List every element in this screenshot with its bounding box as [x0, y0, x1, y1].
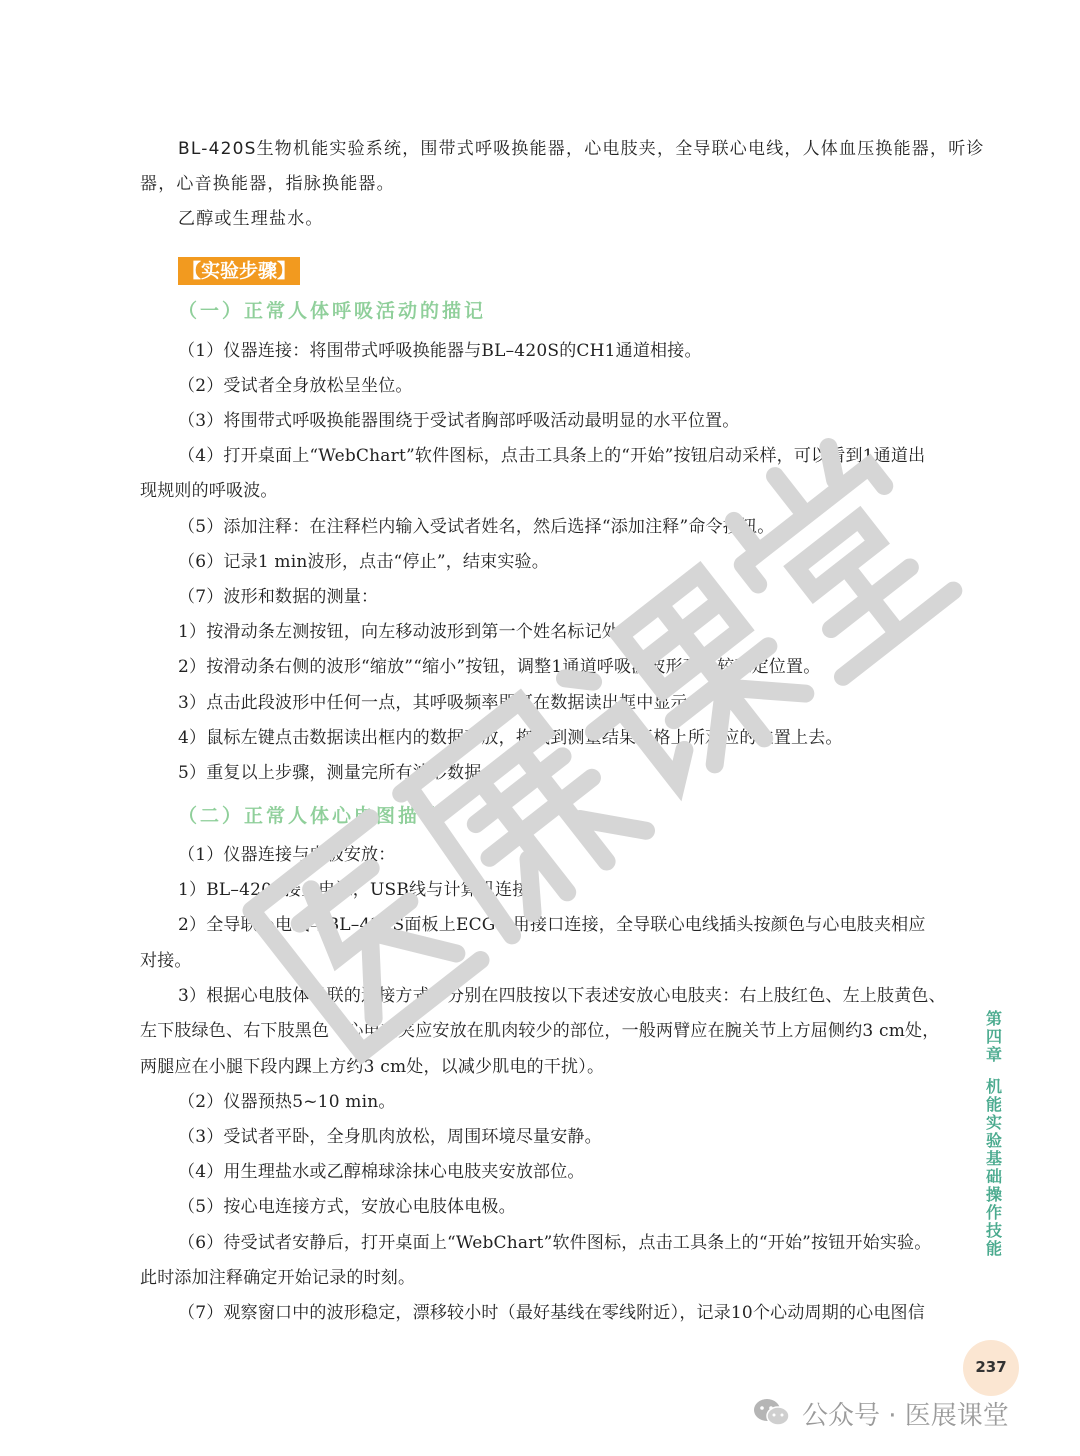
section-2-line: （4）用生理盐水或乙醇棉球涂抹心电肢夹安放部位。: [178, 1162, 585, 1182]
section-1-line: 4）鼠标左键点击数据读出框内的数据不放，拖拽到测量结果表格上所对应的位置上去。: [178, 728, 843, 748]
wechat-account-footer: [752, 1393, 1009, 1433]
section-2-line: （3）受试者平卧，全身肌肉放松，周围环境尽量安静。: [178, 1127, 602, 1147]
page-number: 237: [975, 1358, 1007, 1376]
section-2-line: （7）观察窗口中的波形稳定，漂移较小时（最好基线在零线附近），记录10个心动周期的心电图信: [178, 1303, 925, 1323]
wechat-icon: [752, 1397, 792, 1429]
intro-line-1: BL-420S生物机能实验系统，围带式呼吸换能器，心电肢夹，全导联心电线，人体血压换能器，听诊: [178, 139, 985, 159]
section-2-line: 两腿应在小腿下段内踝上方约3 cm处，以减少肌电的干扰）。: [140, 1057, 605, 1077]
steps-heading-badge: 【实验步骤】: [178, 257, 300, 285]
section-1-line: 3）点击此段波形中任何一点，其呼吸频率即可在数据读出框中显示。: [178, 693, 706, 713]
section-2-line: 3）根据心电肢体导联的连接方式，分别在四肢按以下表述安放心电肢夹：右上肢红色、左上肢黄色、: [178, 986, 946, 1006]
section-2-line: 此时添加注释确定开始记录的时刻。: [140, 1268, 416, 1288]
section-2-line: 对接。: [140, 951, 192, 971]
section-2-line: （2）仪器预热5~10 min。: [178, 1092, 396, 1112]
section-1-title: （一）正常人体呼吸活动的描记: [178, 300, 487, 322]
section-1-line: （7）波形和数据的测量：: [178, 587, 379, 607]
chapter-title: 机 能 实 验 基 础 操 作 技 能: [985, 1077, 1002, 1258]
section-1-line: （3）将围带式呼吸换能器围绕于受试者胸部呼吸活动最明显的水平位置。: [178, 411, 740, 431]
chapter-side-tab: [982, 1010, 1006, 1258]
section-1-line: 现规则的呼吸波。: [140, 481, 278, 501]
section-1-line: 2）按滑动条右侧的波形“缩放”“缩小”按钮，调整1通道呼吸波波形到比较稳定位置。: [178, 657, 821, 677]
section-2-title: （二）正常人体心电图描计: [178, 805, 443, 827]
intro-line-3: 乙醇或生理盐水。: [178, 209, 324, 229]
section-1-line: （5）添加注释：在注释栏内输入受试者姓名，然后选择“添加注释”命令按钮。: [178, 517, 775, 537]
section-2-line: （5）按心电连接方式，安放心电肢体电极。: [178, 1197, 516, 1217]
section-1-line: 5）重复以上步骤，测量完所有波形数据。: [178, 763, 499, 783]
section-2-line: 1）BL–420S接上电源，USB线与计算机连接。: [178, 880, 547, 900]
section-1-line: （2）受试者全身放松呈坐位。: [178, 376, 413, 396]
section-1-line: （1）仪器连接：将围带式呼吸换能器与BL–420S的CH1通道相接。: [178, 341, 702, 361]
section-2-line: 2）全导联心电线与BL–420S面板上ECG专用接口连接，全导联心电线插头按颜色与心电肢夹相应: [178, 915, 926, 935]
section-2-line: （6）待受试者安静后，打开桌面上“WebChart”软件图标，点击工具条上的“开始”按钮开始实验。: [178, 1233, 932, 1253]
section-1-line: （6）记录1 min波形，点击“停止”，结束实验。: [178, 552, 549, 572]
wechat-account-name: 公众号 · 医展课堂: [802, 1400, 1009, 1431]
section-2-line: 左下肢绿色、右下肢黑色（心电支夹应安放在肌肉较少的部位，一般两臂应在腕关节上方屈侧约3 cm处，: [140, 1021, 940, 1041]
section-2-line: （1）仪器连接与电极安放：: [178, 845, 396, 865]
section-1-line: （4）打开桌面上“WebChart”软件图标，点击工具条上的“开始”按钮启动采样，可以看到1通道出: [178, 446, 926, 466]
section-1-line: 1）按滑动条左测按钮，向左移动波形到第一个姓名标记处。: [178, 622, 637, 642]
intro-line-2: 器，心音换能器，指脉换能器。: [140, 174, 395, 194]
chapter-number: 第 四 章: [985, 1009, 1002, 1064]
